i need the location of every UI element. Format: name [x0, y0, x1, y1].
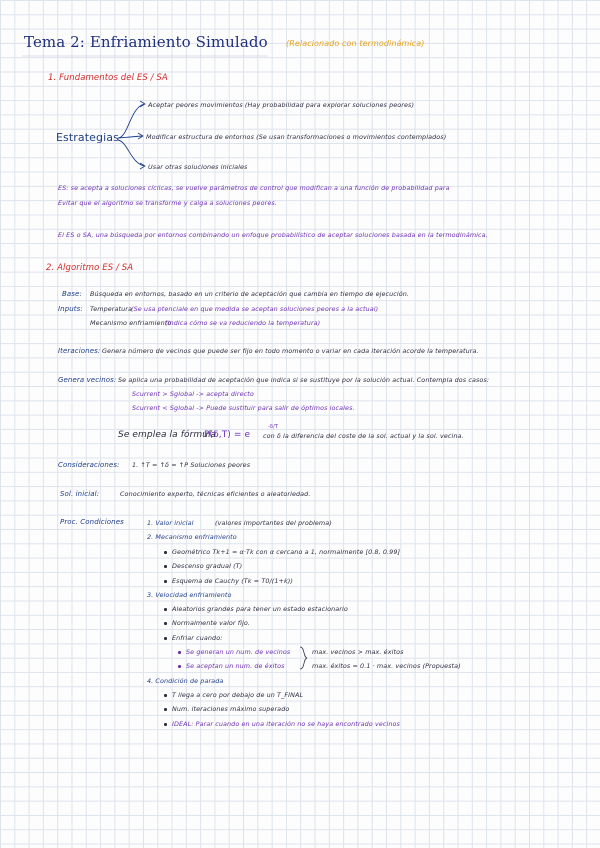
case-1: Scurrent > Sglobal -> acepta directo: [132, 390, 254, 398]
proc-item-3-bullet-3: Enfriar cuando:: [172, 634, 223, 642]
branch-arrow-1: [118, 104, 144, 138]
base-label: Base:: [62, 290, 82, 298]
input-cooling-note: (Indica cómo se va reduciendo la temperatura): [165, 319, 321, 327]
proc-item-4-bullet-1: T llega a cero por debajo de un T_FINAL: [172, 691, 304, 699]
section-2-heading: 2. Algoritmo ES / SA: [46, 263, 134, 273]
case-2: Scurrent < Sglobal -> Puede sustituir para salir de óptimos locales.: [132, 404, 355, 412]
inputs-label: Inputs:: [58, 305, 83, 313]
sol-inicial-label: Sol. inicial:: [60, 490, 100, 498]
iteraciones-label: Iteraciones:: [58, 347, 101, 355]
bullet-dot: [164, 708, 167, 711]
input-temperature-note: (Se usa ptenciale en que medida se aceptan soluciones peores a la actual): [131, 305, 379, 313]
proc-item-2-bullet-2: Descenso gradual (T): [172, 562, 243, 570]
strategy-branch-2: Modificar estructura de entornos (Se usan transformaciones o movimientos contemplados): [146, 133, 447, 141]
formula-intro: Se emplea la fórmula: [118, 430, 217, 440]
consideraciones-text: 1. ↑T = ↑δ = ↑P Soluciones peores: [132, 461, 251, 469]
proc-item-1-title: 1. Valor inicial: [147, 519, 194, 527]
bullet-dot: [164, 637, 167, 640]
proc-item-4-title: 4. Condición de parada: [147, 677, 224, 685]
genera-vecinos-label: Genera vecinos:: [58, 376, 117, 384]
proc-item-2-bullet-1: Geométrico Tk+1 = α·Tk con α cercano a 1, normalmente [0.8, 0.99]: [172, 548, 401, 556]
proc-item-2-bullet-3: Esquema de Cauchy (Tk = T0/(1+k)): [172, 577, 293, 585]
bullet-dot: [164, 723, 167, 726]
proc-item-3-bullet-1: Aleatorios grandes para tener un estado estacionario: [172, 605, 348, 613]
bullet-dot: [164, 580, 167, 583]
proc-item-3-bullet-2: Normalmente valor fijo.: [172, 619, 250, 627]
branch-arrow-3: [118, 140, 144, 166]
input-temperature-name: Temperatura: [90, 305, 133, 313]
proc-item-4-bullet-2: Num. iteraciones máximo superado: [172, 705, 290, 713]
strategy-branch-1: Aceptar peores movimientos (Hay probabilidad para explorar soluciones peores): [148, 101, 415, 109]
arrowhead-1: [140, 101, 145, 107]
bullet-dot: [178, 651, 181, 654]
formula-outro: con δ la diferencia del coste de la sol. actual y la sol. vecina.: [263, 432, 464, 440]
proc-item-4-bullet-3: IDEAL: Parar cuando en una iteración no se haya encontrado vecinos: [172, 720, 400, 728]
procedures-label: Proc. Condiciones: [60, 518, 124, 526]
consideraciones-label: Consideraciones:: [58, 461, 120, 469]
sol-inicial-text: Conocimiento experto, técnicas eficientes o aleatoriedad.: [120, 490, 311, 498]
curly-brace: [300, 647, 307, 669]
bullet-dot: [178, 665, 181, 668]
formula-expression: P(δ,T) = e: [204, 430, 251, 440]
proc-item-3-sub-2: Se aceptan un num. de éxitos: [186, 662, 285, 670]
es-note-line-1: ES: se acepta a soluciones cíclicas, se vuelve parámetros de control que modifican a una función de probabilidad para: [58, 184, 450, 192]
es-summary: El ES o SA, una búsqueda por entornos combinando un enfoque probabilístico de aceptar soluciones basada en la termodinámica.: [58, 231, 488, 239]
es-note-line-2: Evitar que el algoritmo se transforme y caiga a soluciones peores.: [58, 199, 277, 207]
proc-item-1-note: (valores importantes del problema): [215, 519, 332, 527]
strategies-label: Estrategias: [56, 131, 119, 144]
genera-vecinos-text: Se aplica una probabilidad de aceptación que indica si se sustituye por la solución actual. Contempla dos casos:: [118, 376, 490, 384]
bullet-dot: [164, 608, 167, 611]
page-title: Tema 2: Enfriamiento Simulado: [24, 33, 268, 51]
input-cooling-name: Mecanismo enfriamiento: [90, 319, 172, 327]
iteraciones-text: Genera número de vecinos que puede ser fijo en todo momento o variar en cada iteración acorde la temperatura.: [102, 347, 479, 355]
section-1-heading: 1. Fundamentos del ES / SA: [48, 73, 168, 83]
bullet-dot: [164, 551, 167, 554]
proc-item-3-sub-1: Se generan un num. de vecinos: [186, 648, 291, 656]
proc-item-2-title: 2. Mecanismo enfriamiento: [147, 533, 237, 541]
bullet-dot: [164, 694, 167, 697]
formula-exponent: -δ/T: [268, 424, 279, 430]
bullet-dot: [164, 565, 167, 568]
proc-item-3-title: 3. Velocidad enfriamiento: [147, 591, 232, 599]
bullet-dot: [164, 622, 167, 625]
page-subtitle: (Relacionado con termodinámica): [286, 39, 425, 48]
strategy-branch-3: Usar otras soluciones iniciales: [148, 163, 248, 171]
base-text: Búsqueda en entornos, basado en un criterio de aceptación que cambia en tiempo de ejecución.: [90, 290, 410, 298]
proc-item-3-side-1: max. vecinos > max. éxitos: [312, 648, 404, 656]
arrowhead-3: [140, 163, 145, 169]
proc-item-3-side-2: max. éxitos = 0.1 · max. vecinos (Propuesta): [312, 662, 461, 670]
